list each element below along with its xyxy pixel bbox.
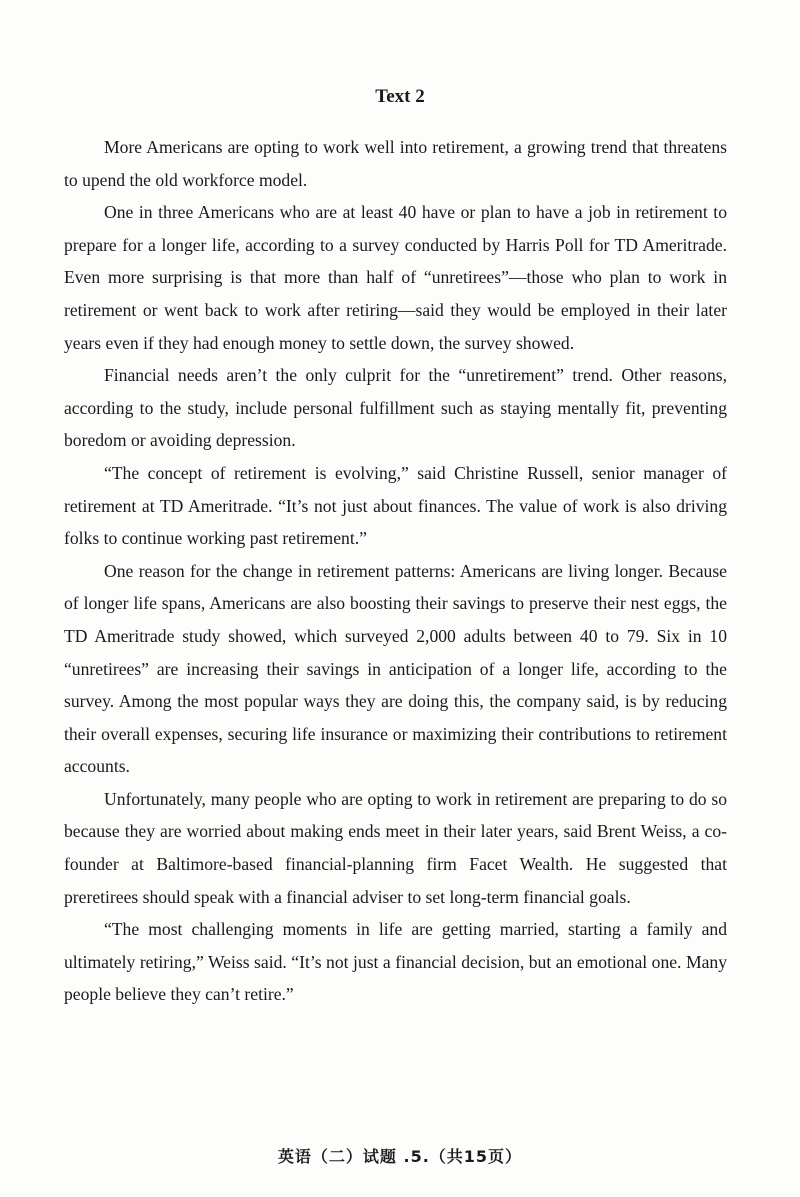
paragraph-7: “The most challenging moments in life are getting married, starting a family and ultimately retiring,” Weiss said. “It’s not just a financial decision, but an emotional one. Many people believe they can’t retire.” [64,919,727,1005]
paragraph-5: One reason for the change in retirement patterns: Americans are living longer. Because of longer life spans, Americans are also boosting their savings to preserve their nest eggs, the TD Ameritrade study showed, which surveyed 2,000 adults between 40 to 79. Six in 10 “unretirees” are increasing their savings in anticipation of a longer life, according to the survey. Among the most popular ways they are doing this, the company said, is by reducing their overall expenses, securing life insurance or maximizing their contributions to retirement accounts. [64,560,727,777]
text-title: Text 2 [375,86,425,107]
passage-body [64,131,727,1011]
paragraph-6: Unfortunately, many people who are opting to work in retirement are preparing to do so because they are worried about making ends meet in their later years, said Brent Weiss, a co-founder at Baltimore-based financial-planning firm Facet Wealth. He suggested that preretirees should speak with a financial adviser to set long-term financial goals. [64,788,727,907]
paragraph-3: Financial needs aren’t the only culprit for the “unretirement” trend. Other reasons, according to the study, include personal fulfillment such as staying mentally fit, preventing boredom or avoiding depression. [64,365,727,451]
paragraph-1: More Americans are opting to work well into retirement, a growing trend that threatens to upend the old workforce model. [64,137,727,190]
paragraph-2: One in three Americans who are at least 40 have or plan to have a job in retirement to prepare for a longer life, according to a survey conducted by Harris Poll for TD Ameritrade. Even more surprising is that more than half of “unretirees”—those who plan to work in retirement or went back to work after retiring—said they would be employed in their later years even if they had enough money to settle down, the survey showed. [64,202,727,353]
paragraph-4: “The concept of retirement is evolving,” said Christine Russell, senior manager of retirement at TD Ameritrade. “It’s not just about finances. The value of work is also driving folks to continue working past retirement.” [64,462,727,549]
page-footer: 英语（二）试题 .5.（共15页） [277,1147,523,1166]
